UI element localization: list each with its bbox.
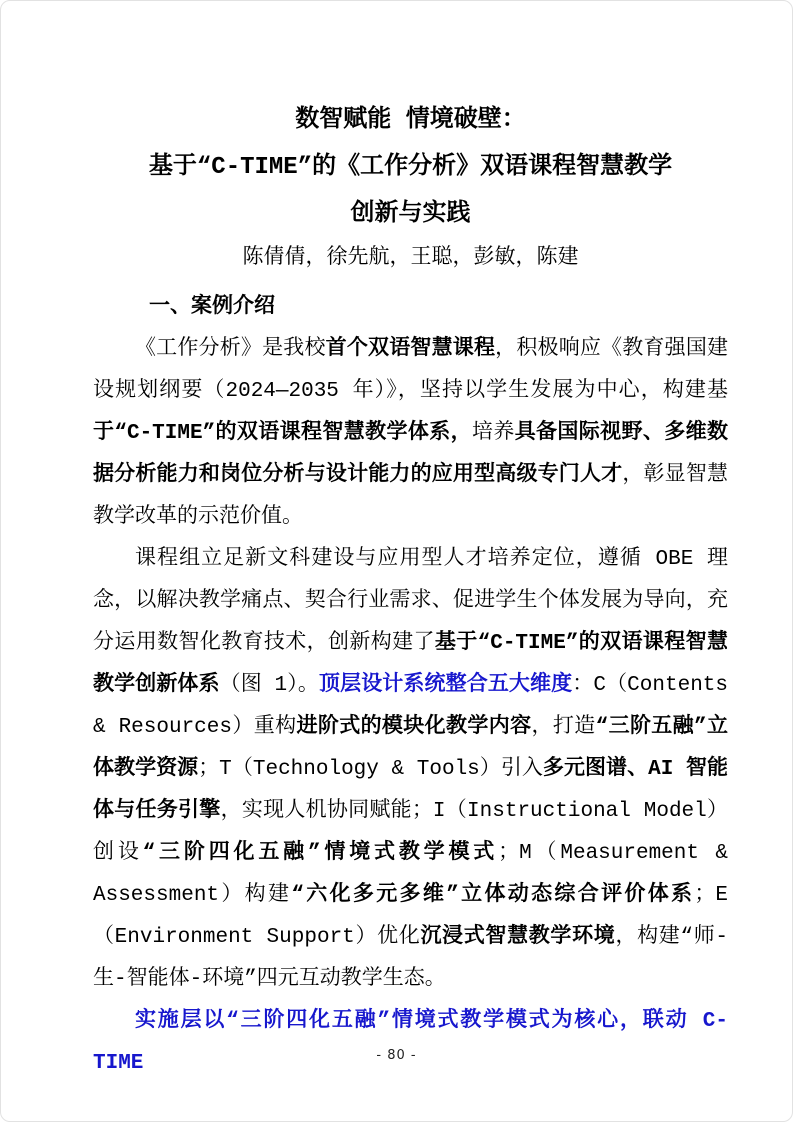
text-run: ；E（Environment Support）优化: [93, 884, 728, 949]
section-heading-case-intro: 一、案例介绍: [149, 296, 275, 319]
text-run: ，实现人机协同赋能；I（Instructional Model）创设: [93, 800, 729, 865]
text-run: 《工作分析》是我校: [135, 338, 326, 361]
page-number: - 80 -: [376, 1048, 417, 1063]
text-run: ；M（Measurement & Assessment）构建: [93, 842, 729, 907]
title-line-2: 基于“C-TIME”的《工作分析》双语课程智慧教学: [148, 154, 673, 181]
text-run: ，构建“师-生-智能体-环境”四元互动教学生态。: [93, 926, 728, 991]
text-run: （图 1）。: [219, 674, 319, 697]
text-run: 基于“C-TIME”的双语课程智慧教学创新体系: [93, 632, 728, 697]
authors-line: 陈倩倩，徐先航，王聪，彭敏，陈建: [242, 247, 579, 270]
paragraph-implementation-lead: [93, 1001, 728, 1085]
text-run: ，彰显智慧教学改革的示范价值。: [93, 464, 729, 529]
text-run: ，打造: [531, 716, 596, 739]
text-run: ；T（Technology & Tools）引入: [198, 758, 543, 781]
text-run: 首个双语智慧课程: [325, 338, 496, 361]
text-run: 于“C-TIME”的双语课程智慧教学体系，: [93, 422, 472, 445]
text-run: 具备国际视野、多维数据分析能力和岗位分析与设计能力的应用型高级专门人才: [93, 422, 728, 487]
text-run: 沉浸式智慧教学环境: [420, 926, 616, 949]
paragraph-course-overview: [93, 329, 728, 539]
text-run: ，积极响应《教育强国建设规划纲要（2024—2035 年）》，坚持以学生发展为中心，构建基: [93, 338, 729, 403]
text-run: 课程组立足新文科建设与应用型人才培养定位，遵循 OBE 理念，以解决教学痛点、契合行业需求、促进学生个体发展为导向，充分运用数智化教育技术，创新构建了: [93, 548, 728, 655]
text-run: “三阶四化五融”情境式教学模式: [142, 842, 499, 865]
title-line-3: 创新与实践: [350, 201, 471, 228]
text-run: “六化多元多维”立体动态综合评价体系: [291, 884, 695, 907]
text-run: “三阶五融”立体教学资源: [93, 716, 729, 781]
document-title: [93, 97, 728, 238]
title-line-1: 数智赋能 情境破壁：: [295, 107, 526, 134]
paragraph-ctime-framework: [93, 539, 728, 1001]
text-run: 多元图谱、AI 智能体与任务引擎: [93, 758, 728, 823]
text-run: 培养: [471, 422, 515, 445]
text-run: 实施层以“三阶四化五融”情境式教学模式为核心，联动 C-TIME: [93, 1010, 728, 1075]
text-run: 顶层设计系统整合五大维度: [318, 674, 573, 697]
text-run: 进阶式的模块化教学内容: [296, 716, 532, 739]
text-run: ：C（Contents & Resources）重构: [93, 674, 729, 739]
